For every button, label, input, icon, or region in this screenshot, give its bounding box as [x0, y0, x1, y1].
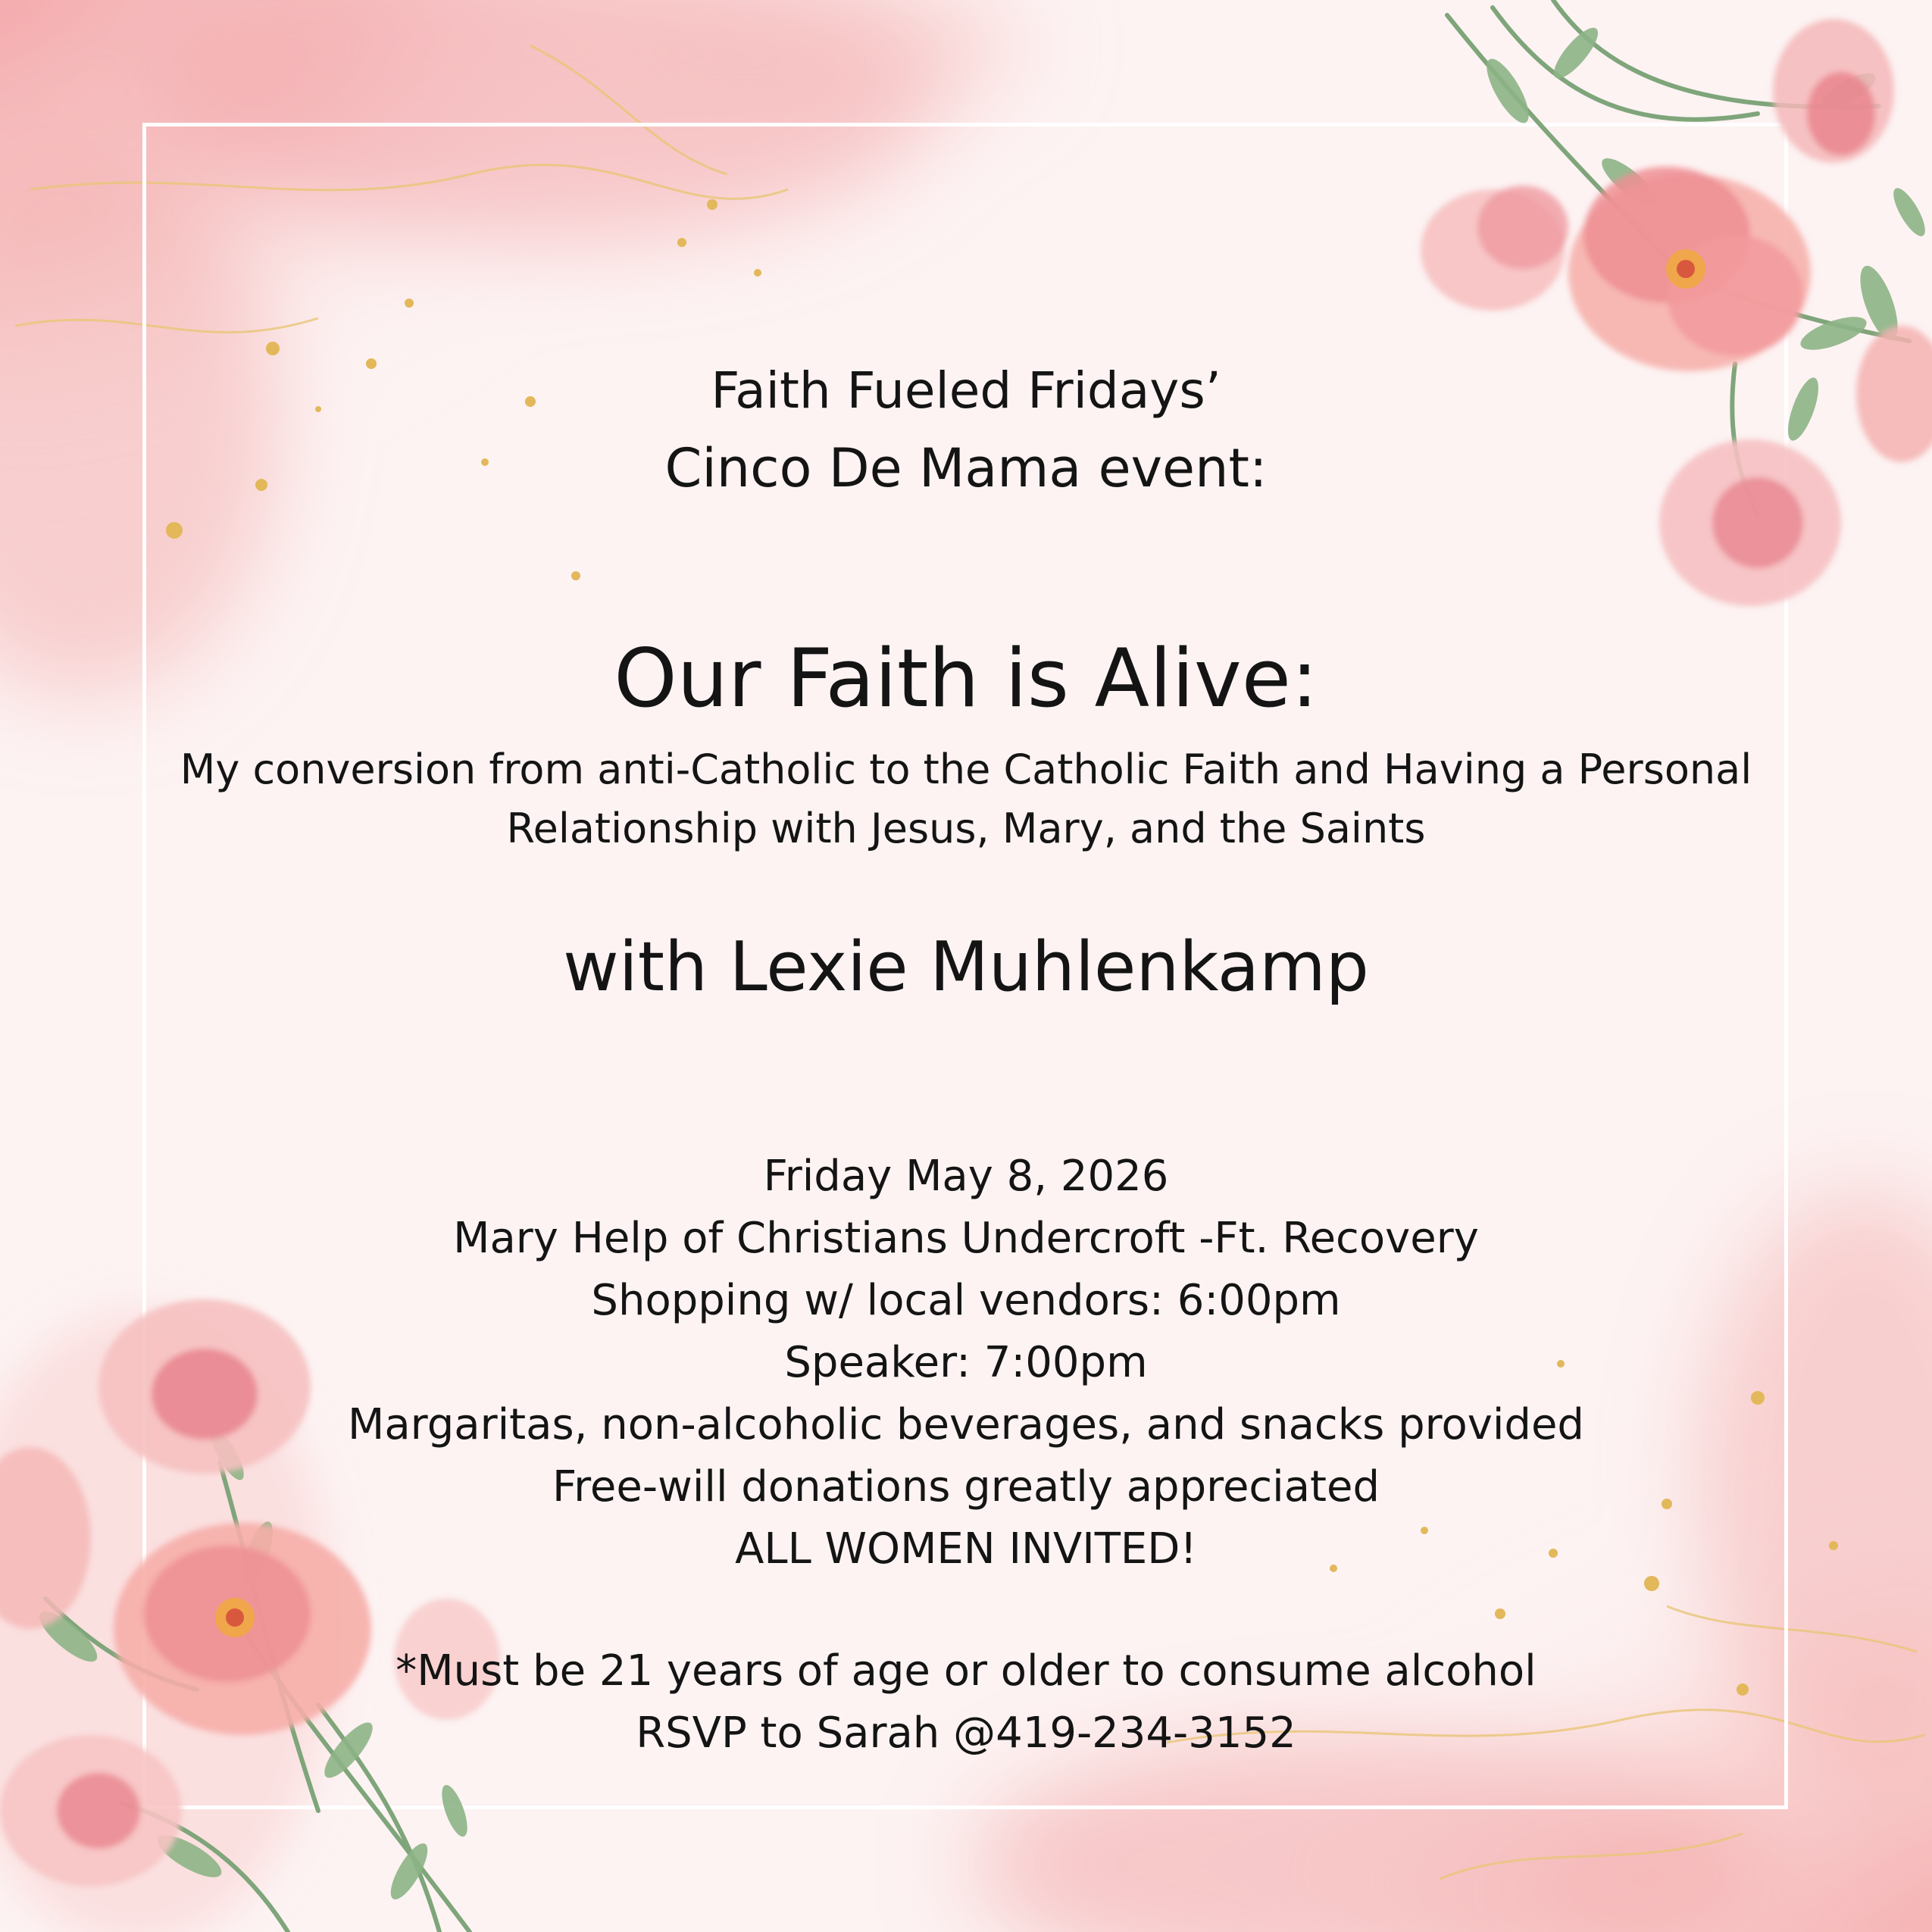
speaker-time: Speaker: 7:00pm	[784, 1338, 1148, 1387]
rsvp-contact: RSVP to Sarah @419-234-3152	[636, 1708, 1296, 1758]
event-location: Mary Help of Christians Undercroft -Ft. Recovery	[453, 1214, 1479, 1263]
flower-centers	[215, 1598, 255, 1637]
speaker-name: with Lexie Muhlenkamp	[563, 927, 1369, 1007]
flower-petals	[1421, 19, 1932, 606]
talk-title: Our Faith is Alive:	[614, 632, 1318, 725]
donations-note: Free-will donations greatly appreciated	[552, 1462, 1380, 1512]
flower-centers	[1666, 249, 1705, 289]
footer-notes	[0, 1640, 1932, 1765]
talk-subtitle-line-2: Relationship with Jesus, Mary, and the Saints	[506, 805, 1426, 852]
event-details	[0, 1146, 1932, 1580]
event-name: Cinco De Mama event:	[664, 437, 1268, 499]
talk-subtitle-line-1: My conversion from anti-Catholic to the Catholic Faith and Having a Personal	[180, 746, 1752, 793]
series-title: Faith Fueled Fridays’	[711, 361, 1221, 420]
refreshments-note: Margaritas, non-alcoholic beverages, and snacks provided	[348, 1400, 1584, 1449]
invitation-note: ALL WOMEN INVITED!	[735, 1524, 1197, 1574]
age-requirement-note: *Must be 21 years of age or older to consume alcohol	[395, 1646, 1537, 1696]
event-date: Friday May 8, 2026	[763, 1152, 1169, 1201]
shopping-time: Shopping w/ local vendors: 6:00pm	[591, 1276, 1341, 1325]
flower-bouquet-top-right	[1379, 0, 1932, 667]
